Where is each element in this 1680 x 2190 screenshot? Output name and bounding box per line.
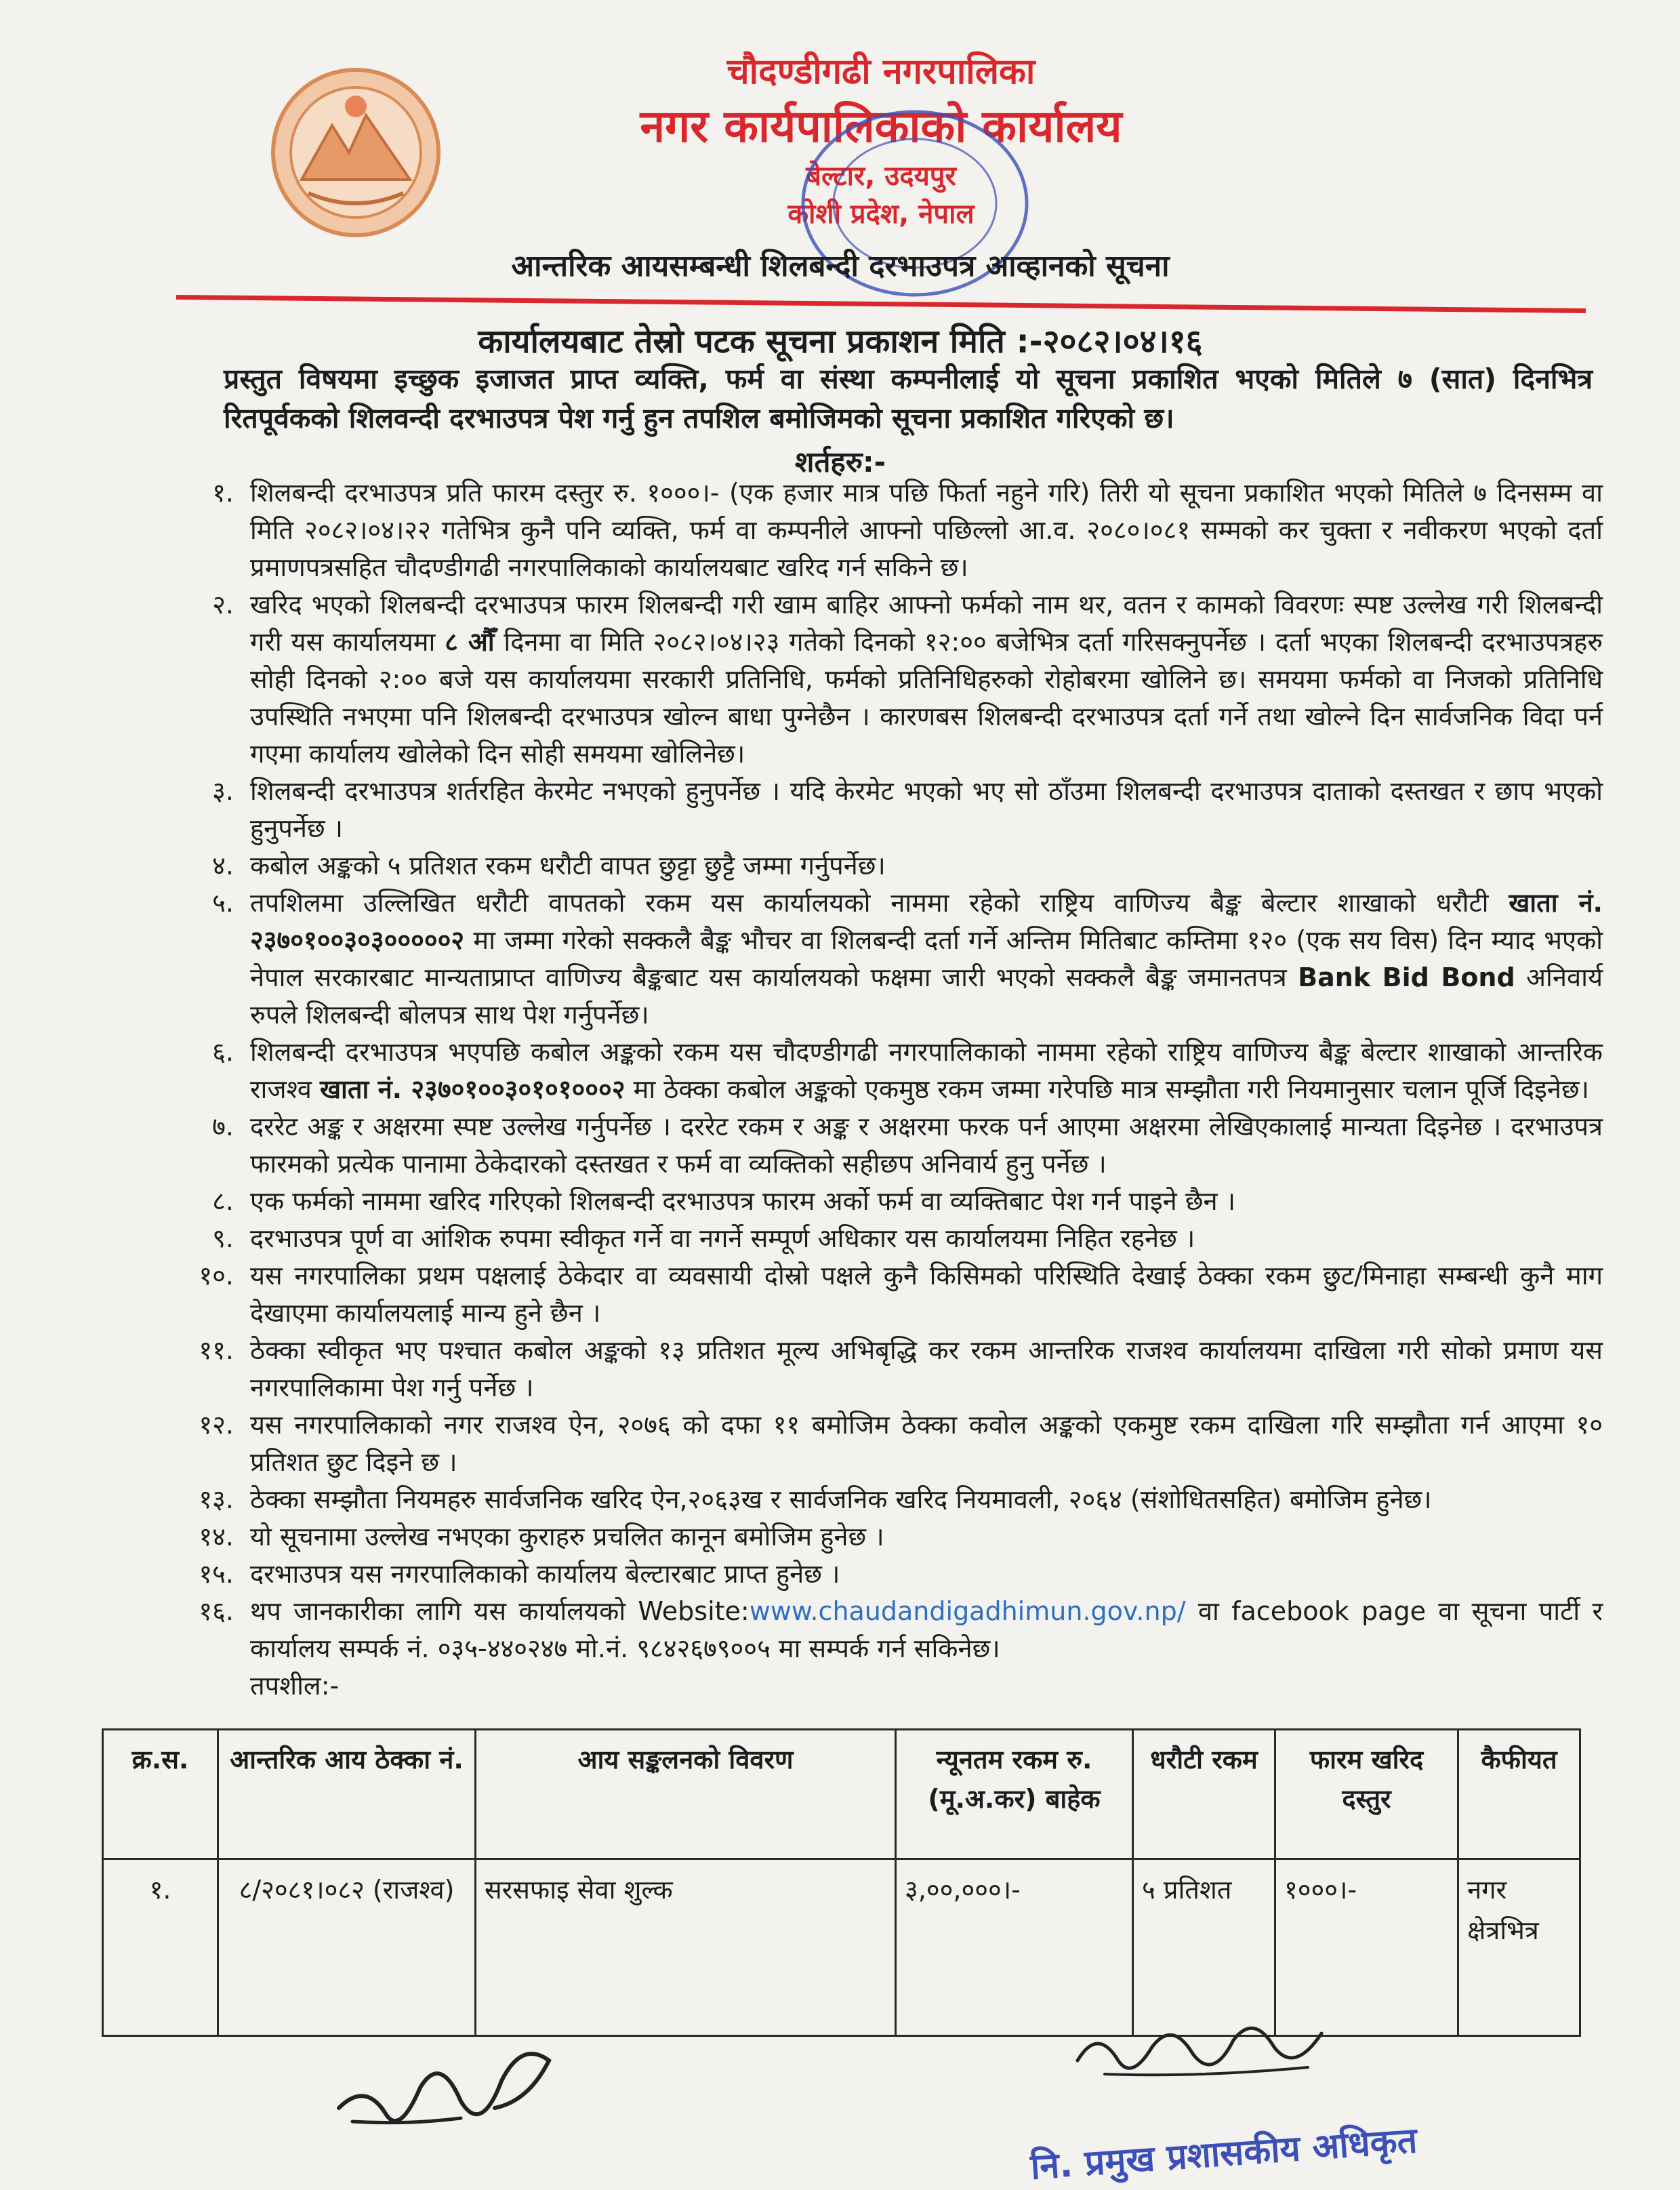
conditions-heading: शर्तहरु:- — [794, 445, 886, 479]
condition-item — [166, 1220, 1603, 1257]
table-header-row — [103, 1730, 1580, 1859]
condition-number: १२. — [199, 1410, 234, 1440]
col-header-serial: क्र.स. — [103, 1730, 218, 1859]
condition-item — [166, 773, 1603, 847]
condition-number: ६. — [212, 1037, 234, 1067]
condition-number: ४. — [212, 851, 234, 880]
condition-text: शिलबन्दी दरभाउपत्र प्रति फारम दस्तुर रु. १०००।- (एक हजार मात्र पछि फिर्ता नहुने गरि) तिरी यो सूचना प्रकाशित भएको मितिले ७ दिनसम्म वा मिति २०८२।०४।२२ गतेभित्र कुनै पनि व्यक्ति, फर्म वा कम्पनीले आफ्नो पछिल्लो आ.व. २०८०।०८१ सम्मको कर चुक्ता र नवीकरण भएको दर्ता प्रमाणपत्रसहित चौदण्डीगढी नगरपालिकाको कार्यालयबाट खरिद गर्न सकिने छ। — [250, 478, 1603, 582]
condition-number: १०. — [199, 1261, 234, 1291]
condition-text-part: मा ठेक्का कबोल अङ्कको एकमुष्ठ रकम जम्मा गरेपछि मात्र सम्झौता गरी नियमानुसार चलान पूर्जि दिइनेछ। — [625, 1074, 1589, 1104]
cell-remarks: नगर क्षेत्रभित्र — [1458, 1859, 1580, 2036]
notice-subject: आन्तरिक आयसम्बन्धी शिलबन्दी दरभाउपत्र आव्हानको सूचना — [511, 249, 1170, 283]
publication-date-line: कार्यालयबाट तेस्रो पटक सूचना प्रकाशन मिति :-२०८२।०४।१६ — [478, 323, 1203, 361]
condition-number: ११. — [199, 1335, 234, 1365]
signatory-title: नि. प्रमुख प्रशासकीय अधिकृत — [1029, 2120, 1419, 2188]
condition-text-part: दिनमा वा मिति २०८२।०४।२३ गतेको दिनको १२:०० बजेभित्र दर्ता गरिसक्नुपर्नेछ । दर्ता भएका शिलबन्दी दरभाउपत्रहरु सोही दिनको २:०० बजे यस कार्यालयमा सरकारी प्रतिनिधि, फर्मको प्रतिनिधिहरुको रोहोबरमा खोलिने छ। समयमा फर्मको वा निजको प्रतिनिधि उपस्थिति नभएमा पनि शिलबन्दी दरभाउपत्र खोल्न बाधा पुग्नेछैन । कारणबस शिलबन्दी दरभाउपत्र दर्ता गर्ने तथा खोल्ने दिन सार्वजनिक विदा पर्न गएमा कार्यालय खोलेको दिन सोही समयमा खोलिनेछ। — [250, 627, 1603, 769]
condition-number: ३. — [212, 776, 234, 806]
condition-item — [166, 1332, 1603, 1406]
cell-contract-no: ८/२०८१।०८२ (राजश्व) — [218, 1859, 476, 2036]
condition-text: यस नगरपालिका प्रथम पक्षलाई ठेकेदार वा व्यवसायी दोस्रो पक्षले कुनै किसिमको परिस्थिति देखाई ठेक्का रकम छुट/मिनाहा सम्बन्धी कुनै माग देखाएमा कार्यालयलाई मान्य हुने छैन । — [250, 1261, 1603, 1328]
condition-text — [250, 1593, 1603, 1667]
col-header-contract-no: आन्तरिक आय ठेक्का नं. — [218, 1730, 476, 1859]
table-label-row — [166, 1667, 1603, 1705]
cell-serial: १. — [103, 1859, 218, 2036]
deposit-account-number: खाता नं. २३७०१००३०३०००००२ — [250, 888, 1603, 955]
condition-number: ९. — [212, 1223, 234, 1253]
condition-text-part: वा facebook page वा सूचना पार्टी र कार्यालय सम्पर्क नं. ०३५-४४०२४७ मो.नं. ९८४२६७९००५ मा सम्पर्क गर्न सकिनेछ। — [250, 1596, 1603, 1663]
condition-item — [166, 1183, 1603, 1220]
condition-item — [166, 1481, 1603, 1518]
condition-text-part: थप जानकारीका लागि यस कार्यालयको Website: — [250, 1596, 750, 1626]
municipality-emblem-logo — [268, 64, 444, 241]
bank-bid-bond-label: Bank Bid Bond — [1298, 962, 1515, 992]
condition-item — [166, 1518, 1603, 1556]
condition-item — [166, 885, 1603, 1034]
condition-item — [166, 1406, 1603, 1481]
condition-number: २. — [212, 590, 234, 620]
condition-text: एक फर्मको नाममा खरिद गरिएको शिलबन्दी दरभाउपत्र फारम अर्को फर्म वा व्यक्तिबाट पेश गर्न पाइने छैन । — [250, 1186, 1236, 1216]
cell-deposit: ५ प्रतिशत — [1133, 1859, 1275, 2036]
col-header-deposit: धरौटी रकम — [1133, 1730, 1275, 1859]
address-line-2: कोशी प्रदेश, नेपाल — [787, 199, 975, 230]
col-header-form-fee: फारम खरिद दस्तुर — [1275, 1730, 1458, 1859]
table-label: तपशील:- — [250, 1671, 340, 1701]
condition-number: ८. — [212, 1186, 234, 1216]
condition-text: दरभाउपत्र यस नगरपालिकाको कार्यालय बेल्टारबाट प्राप्त हुनेछ । — [250, 1559, 840, 1589]
condition-text-part: शिलबन्दी दरभाउपत्र भएपछि कबोल अङ्कको रकम यस चौदण्डीगढी नगरपालिकाको नाममा रहेको राष्ट्रिय वाणिज्य बैङ्क बेल्टार शाखाको आन्तरिक राजश्व — [250, 1037, 1603, 1104]
municipality-name: चौदण्डीगढी नगरपालिका — [726, 52, 1036, 92]
cell-form-fee: १०००।- — [1275, 1859, 1458, 2036]
table-row — [103, 1859, 1580, 2036]
condition-text: ठेक्का सम्झौता नियमहरु सार्वजनिक खरिद ऐन,२०६३ख र सार्वजनिक खरिद नियमावली, २०६४ (संशोधितसहित) बमोजिम हुनेछ। — [250, 1484, 1432, 1514]
condition-text: शिलबन्दी दरभाउपत्र शर्तरहित केरमेट नभएको हुनुपर्नेछ । यदि केरमेट भएको भए सो ठाँउमा शिलबन्दी दरभाउपत्र दाताको दस्तखत र छाप भएको हुनुपर्नेछ । — [250, 776, 1603, 843]
condition-item — [166, 586, 1603, 773]
col-header-description: आय सङ्कलनको विवरण — [476, 1730, 896, 1859]
tender-details-table — [102, 1728, 1581, 2037]
condition-number: १६. — [199, 1596, 234, 1626]
condition-text: दररेट अङ्क र अक्षरमा स्पष्ट उल्लेख गर्नुपर्नेछ । दररेट रकम र अङ्क र अक्षरमा फरक पर्न आएमा अक्षरमा लेखिएकालाई मान्यता दिइनेछ । दरभाउपत्र फारमको प्रत्येक पानामा ठेकेदारको दस्तखत र फर्म वा व्यक्तिको सहीछप अनिवार्य हुनु पर्नेछ । — [250, 1112, 1603, 1179]
website-link[interactable]: www.chaudandigadhimun.gov.np/ — [749, 1596, 1186, 1626]
condition-text: दरभाउपत्र पूर्ण वा आंशिक रुपमा स्वीकृत गर्ने वा नगर्ने सम्पूर्ण अधिकार यस कार्यालयमा निहित रहनेछ । — [250, 1223, 1195, 1253]
office-name: नगर कार्यपालिकाको कार्यालय — [640, 100, 1122, 153]
condition-text-part: अनिवार्य रुपले शिलबन्दी बोलपत्र साथ पेश गर्नुपर्नेछ। — [250, 962, 1603, 1030]
condition-number: १५. — [199, 1559, 234, 1589]
condition-number: १३. — [199, 1484, 234, 1514]
condition-text-part: तपशिलमा उल्लिखित धरौटी वापतको रकम यस कार्यालयको नाममा रहेको राष्ट्रिय वाणिज्य बैङ्क बेल्टार शाखाको धरौटी — [250, 888, 1509, 918]
condition-text: यो सूचनामा उल्लेख नभएका कुराहरु प्रचलित कानून बमोजिम हुनेछ । — [250, 1522, 884, 1552]
conditions-list — [166, 474, 1603, 1705]
condition-item — [166, 1593, 1603, 1667]
col-header-remarks: कैफीयत — [1458, 1730, 1580, 1859]
condition-text — [250, 1034, 1603, 1108]
condition-item — [166, 1108, 1603, 1183]
condition-text — [250, 885, 1603, 1034]
cell-description: सरसफाइ सेवा शुल्क — [476, 1859, 896, 2036]
condition-item — [166, 1034, 1603, 1108]
col-header-minimum-amount: न्यूनतम रकम रु. (मू.अ.कर) बाहेक — [896, 1730, 1133, 1859]
condition-text: ठेक्का स्वीकृत भए पश्चात कबोल अङ्कको १३ प्रतिशत मूल्य अभिबृद्धि कर रकम आन्तरिक राजश्व कार्यालयमा दाखिला गरी सोको प्रमाण यस नगरपालिकामा पेश गर्नु पर्नेछ । — [250, 1335, 1603, 1402]
condition-text-part: मा जम्मा गरेको सक्कलै बैङ्क भौचर वा शिलबन्दी दर्ता गर्ने अन्तिम मितिबाट कम्तिमा १२० (एक सय विस) दिन म्याद भएको नेपाल सरकारबाट मान्यताप्राप्त वाणिज्य बैङ्कबाट यस कार्यालयको फक्षमा जारी भएको सक्कलै बैङ्क जमानतपत्र — [250, 925, 1603, 992]
condition-item — [166, 1556, 1603, 1593]
condition-text-part: खरिद भएको शिलबन्दी दरभाउपत्र फारम शिलबन्दी गरी खाम बाहिर आफ्नो फर्मको नाम थर, वतन र कामको विवरणः स्पष्ट उल्लेख गरी शिलबन्दी गरी यस कार्यालयमा — [250, 590, 1603, 657]
address-line-1: बेल्टार, उदयपुर — [806, 161, 956, 192]
condition-text: यस नगरपालिकाको नगर राजश्व ऐन, २०७६ को दफा ११ बमोजिम ठेक्का कवोल अङ्कको एकमुष्ट रकम दाखिला गरि सम्झौता गर्न आएमा १० प्रतिशत छुट दिइने छ । — [250, 1410, 1603, 1477]
cell-minimum-amount: ३,००,०००।- — [896, 1859, 1133, 2036]
condition-text — [250, 586, 1603, 773]
condition-number: १४. — [199, 1522, 234, 1552]
condition-bold-text: ८ औँ — [445, 627, 495, 657]
condition-item — [166, 474, 1603, 586]
notice-intro: प्रस्तुत विषयमा इच्छुक इजाजत प्राप्त व्यक्ति, फर्म वा संस्था कम्पनीलाई यो सूचना प्रकाशित भएको मितिले ७ (सात) दिनभित्र रितपूर्वकको शिलवन्दी दरभाउपत्र पेश गर्नु हुन तपशिल बमोजिमको सूचना प्रकाशित गरिएको छ। — [224, 363, 1593, 434]
condition-number: १. — [212, 478, 234, 508]
handwritten-signature-right — [1064, 2000, 1349, 2101]
condition-number: ५. — [212, 888, 234, 918]
condition-number: ७. — [212, 1112, 234, 1141]
condition-text: कबोल अङ्कको ५ प्रतिशत रकम धरौटी वापत छुट्टा छुट्टै जम्मा गर्नुपर्नेछ। — [250, 851, 886, 880]
handwritten-signature-left — [325, 2006, 583, 2142]
revenue-account-number: खाता नं. २३७०१००३०१०१०००२ — [319, 1074, 626, 1104]
condition-item — [166, 847, 1603, 885]
condition-item — [166, 1257, 1603, 1332]
